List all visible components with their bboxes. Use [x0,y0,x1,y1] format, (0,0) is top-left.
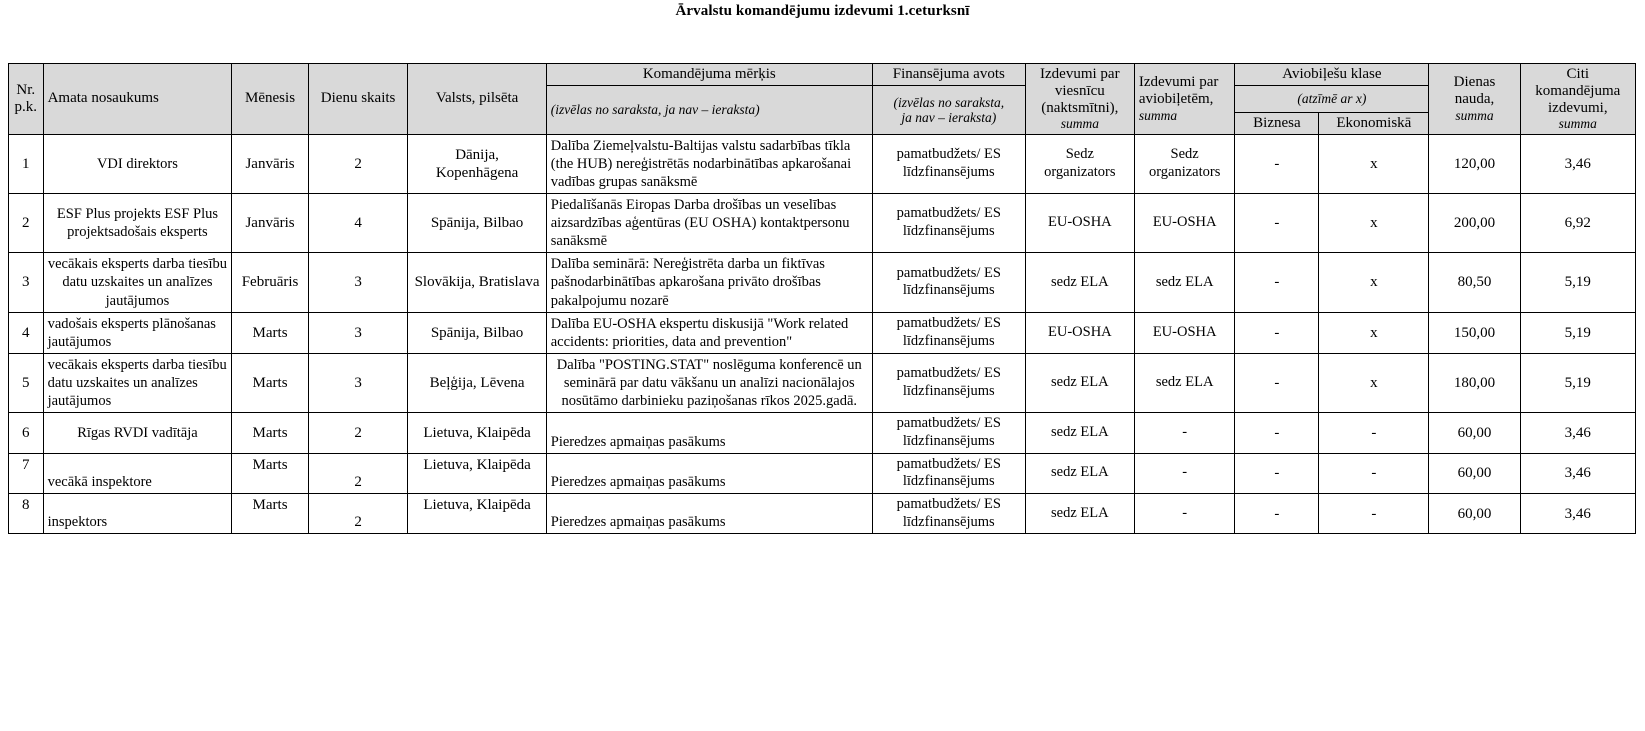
cell-purpose: Pieredzes apmaiņas pasākums [546,413,872,453]
column-header-funding-note-line2: ja nav – ieraksta) [901,109,997,125]
column-header-daily-main: Dienas nauda, [1453,74,1496,108]
cell-hotel: EU-OSHA [1025,193,1134,252]
column-header-hotel-sub: summa [1060,116,1099,132]
cell-place: Slovākija, Bratislava [408,253,546,312]
cell-other: 5,19 [1520,353,1635,412]
cell-ticket: - [1134,453,1235,493]
column-header-days: Dienu skaits [308,64,408,135]
cell-class-business: - [1235,193,1319,252]
cell-nr: 8 [9,494,44,534]
cell-class-business: - [1235,453,1319,493]
cell-role: VDI direktors [43,134,232,193]
cell-daily: 200,00 [1429,193,1520,252]
cell-daily: 60,00 [1429,413,1520,453]
cell-days: 2 [308,494,408,534]
column-header-other-sub: summa [1558,116,1597,132]
cell-class-economy: x [1319,353,1429,412]
table-row [9,413,1636,453]
cell-ticket: sedz ELA [1134,353,1235,412]
cell-place: Lietuva, Klaipēda [408,413,546,453]
cell-other: 3,46 [1520,134,1635,193]
column-header-class-note: (atzīmē ar x) [1235,85,1429,112]
column-header-purpose: Komandējuma mērķis [546,64,872,86]
header-row-primary [9,64,1636,86]
column-header-funding: Finansējuma avots [872,64,1025,86]
table-row [9,193,1636,252]
cell-ticket: EU-OSHA [1134,193,1235,252]
cell-month: Februāris [232,253,309,312]
expenses-table-container [8,63,1636,534]
cell-days: 3 [308,253,408,312]
cell-class-business: - [1235,134,1319,193]
cell-class-economy: x [1319,134,1429,193]
cell-other: 6,92 [1520,193,1635,252]
cell-days: 2 [308,453,408,493]
cell-month: Marts [232,312,309,353]
cell-days: 2 [308,134,408,193]
column-header-class-business: Biznesa [1235,112,1319,134]
cell-purpose: Dalība seminārā: Nereģistrēta darba un fiktīvas pašnodarbinātības apkarošana privāto drošības pakalpojumu nozarē [546,253,872,312]
column-header-nr [9,64,44,135]
column-header-hotel-expenses [1025,64,1134,135]
table-row [9,353,1636,412]
table-row [9,494,1636,534]
cell-month: Marts [232,353,309,412]
cell-funding: pamatbudžets/ ES līdzfinansējums [872,312,1025,353]
cell-hotel: sedz ELA [1025,413,1134,453]
cell-nr: 1 [9,134,44,193]
cell-purpose: Dalība "POSTING.STAT" noslēguma konferencē un seminārā par datu vākšanu un analīzi nacionālajos nosūtāmo darbinieku paziņošanas rīkos 2025.gadā. [546,353,872,412]
cell-month: Janvāris [232,134,309,193]
cell-other: 3,46 [1520,494,1635,534]
cell-other: 3,46 [1520,453,1635,493]
cell-nr: 6 [9,413,44,453]
column-header-ticket-sub: summa [1138,107,1178,123]
cell-daily: 60,00 [1429,453,1520,493]
cell-other: 5,19 [1520,253,1635,312]
cell-nr: 2 [9,193,44,252]
cell-funding: pamatbudžets/ ES līdzfinansējums [872,134,1025,193]
cell-class-business: - [1235,413,1319,453]
page-title: Ārvalstu komandējumu izdevumi 1.ceturksnī [675,3,970,19]
cell-class-economy: x [1319,253,1429,312]
table-row [9,134,1636,193]
cell-class-economy: x [1319,312,1429,353]
cell-ticket: sedz ELA [1134,253,1235,312]
cell-funding: pamatbudžets/ ES līdzfinansējums [872,453,1025,493]
business-trip-expenses-table [8,63,1636,534]
cell-month: Marts [232,494,309,534]
column-header-other-expenses [1520,64,1635,135]
cell-class-business: - [1235,494,1319,534]
cell-funding: pamatbudžets/ ES līdzfinansējums [872,494,1025,534]
cell-role: vadošais eksperts plānošanas jautājumos [43,312,232,353]
cell-class-economy: - [1319,413,1429,453]
column-header-ticket-main: Izdevumi par aviobiļetēm, [1138,74,1219,108]
cell-daily: 60,00 [1429,494,1520,534]
cell-purpose: Pieredzes apmaiņas pasākums [546,494,872,534]
cell-days: 4 [308,193,408,252]
column-header-funding-note-line1: (izvēlas no saraksta, [893,94,1005,110]
cell-funding: pamatbudžets/ ES līdzfinansējums [872,193,1025,252]
cell-class-business: - [1235,353,1319,412]
column-header-role: Amata nosaukums [43,64,232,135]
cell-place: Spānija, Bilbao [408,193,546,252]
cell-funding: pamatbudžets/ ES līdzfinansējums [872,253,1025,312]
column-header-nr-line1: Nr. [16,81,36,98]
table-row [9,453,1636,493]
cell-place: Lietuva, Klaipēda [408,494,546,534]
table-row [9,253,1636,312]
cell-role: Rīgas RVDI vadītāja [43,413,232,453]
cell-hotel: sedz ELA [1025,453,1134,493]
cell-role: ESF Plus projekts ESF Plus projektsadošais eksperts [43,193,232,252]
table-header [9,64,1636,135]
column-header-purpose-note: (izvēlas no saraksta, ja nav – ieraksta) [546,85,872,134]
cell-place: Lietuva, Klaipēda [408,453,546,493]
cell-purpose: Piedalīšanās Eiropas Darba drošības un veselības aizsardzības aģentūras (EU OSHA) kontaktpersonu sanāksmē [546,193,872,252]
column-header-hotel-main: Izdevumi par viesnīcu (naktsmītni), [1040,66,1120,116]
cell-hotel: sedz ELA [1025,353,1134,412]
cell-class-business: - [1235,312,1319,353]
cell-place: Beļģija, Lēvena [408,353,546,412]
column-header-class-economy: Ekonomiskā [1319,112,1429,134]
cell-purpose: Dalība EU-OSHA ekspertu diskusijā "Work related accidents: priorities, data and prevention" [546,312,872,353]
cell-daily: 150,00 [1429,312,1520,353]
cell-month: Marts [232,453,309,493]
cell-hotel: sedz ELA [1025,253,1134,312]
column-header-ticket-class-group: Aviobiļešu klase [1235,64,1429,86]
column-header-ticket-expenses [1134,64,1235,135]
cell-hotel: Sedz organizators [1025,134,1134,193]
column-header-daily-sub: summa [1455,107,1494,123]
cell-nr: 5 [9,353,44,412]
column-header-month: Mēnesis [232,64,309,135]
cell-ticket: - [1134,413,1235,453]
table-row [9,312,1636,353]
cell-funding: pamatbudžets/ ES līdzfinansējums [872,353,1025,412]
cell-ticket: - [1134,494,1235,534]
cell-ticket: EU-OSHA [1134,312,1235,353]
cell-class-business: - [1235,253,1319,312]
cell-days: 3 [308,353,408,412]
column-header-daily-allowance [1429,64,1520,135]
cell-funding: pamatbudžets/ ES līdzfinansējums [872,413,1025,453]
cell-class-economy: - [1319,453,1429,493]
column-header-funding-note [872,85,1025,134]
table-body [9,134,1636,534]
cell-daily: 80,50 [1429,253,1520,312]
column-header-other-main: Citi komandējuma izdevumi, [1535,66,1621,116]
cell-nr: 7 [9,453,44,493]
cell-other: 5,19 [1520,312,1635,353]
cell-role: vecākais eksperts darba tiesību datu uzskaites un analīzes jautājumos [43,353,232,412]
cell-place: Dānija, Kopenhāgena [408,134,546,193]
cell-nr: 3 [9,253,44,312]
cell-role: vecākais eksperts darba tiesību datu uzskaites un analīzes jautājumos [43,253,232,312]
cell-role: vecākā inspektore [43,453,232,493]
cell-month: Marts [232,413,309,453]
cell-days: 2 [308,413,408,453]
cell-role: inspektors [43,494,232,534]
cell-purpose: Pieredzes apmaiņas pasākums [546,453,872,493]
cell-daily: 180,00 [1429,353,1520,412]
cell-hotel: sedz ELA [1025,494,1134,534]
cell-class-economy: - [1319,494,1429,534]
cell-month: Janvāris [232,193,309,252]
cell-purpose: Dalība Ziemeļvalstu-Baltijas valstu sadarbības tīkla (the HUB) nereģistrētās nodarbinātības apkarošanai vadības grupas sanāksmē [546,134,872,193]
cell-class-economy: x [1319,193,1429,252]
cell-place: Spānija, Bilbao [408,312,546,353]
cell-daily: 120,00 [1429,134,1520,193]
cell-days: 3 [308,312,408,353]
cell-nr: 4 [9,312,44,353]
column-header-nr-line2: p.k. [14,98,38,115]
cell-ticket: Sedz organizators [1134,134,1235,193]
cell-hotel: EU-OSHA [1025,312,1134,353]
column-header-place: Valsts, pilsēta [408,64,546,135]
cell-other: 3,46 [1520,413,1635,453]
